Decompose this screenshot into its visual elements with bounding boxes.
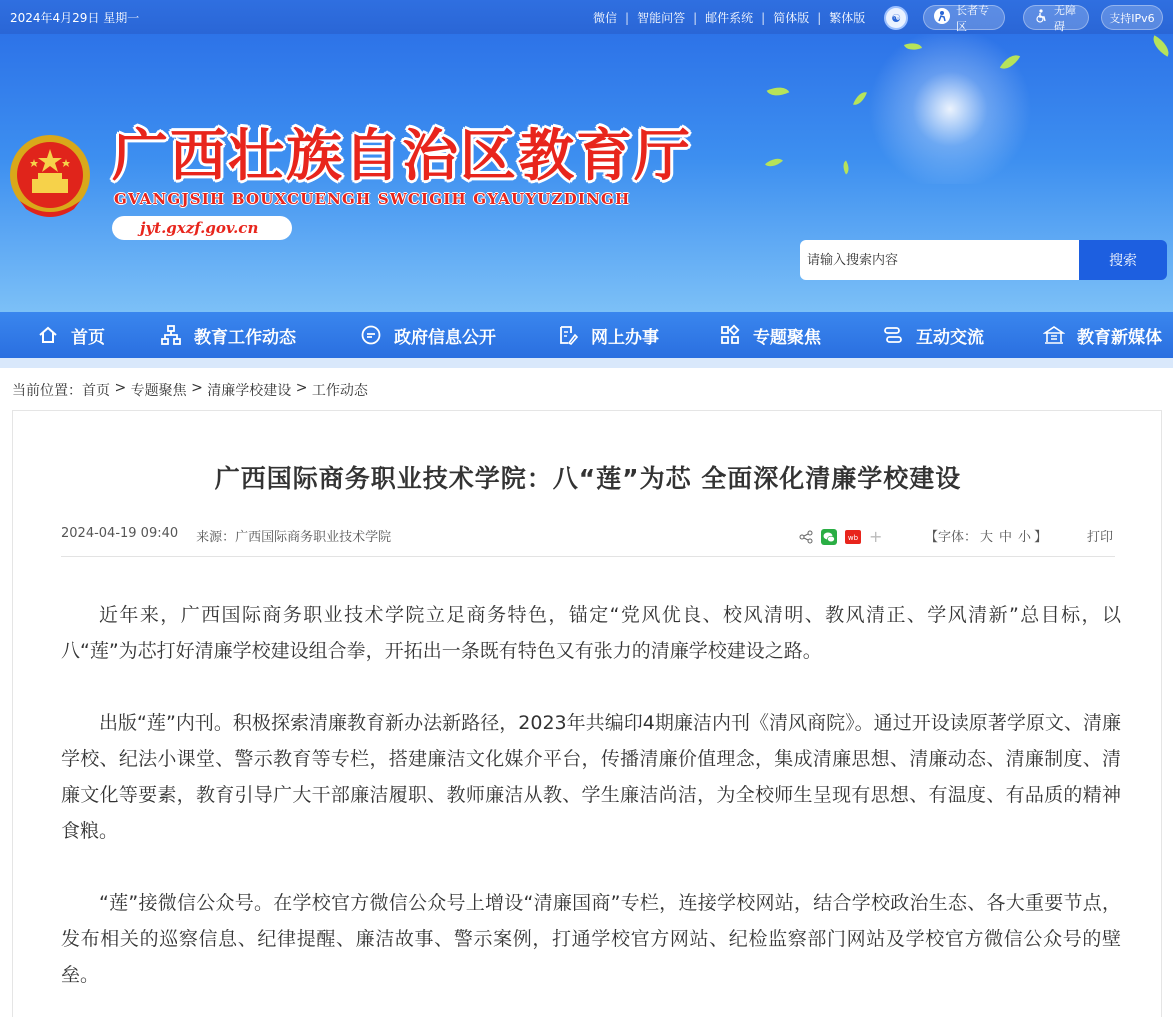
weibo-share-icon[interactable] (845, 530, 861, 544)
article-title: 广西国际商务职业技术学院：八“莲”为芯 全面深化清廉学校建设 (214, 464, 962, 493)
article-paragraph: 出版“莲”内刊。积极探索清廉教育新办法新路径，2023年共编印4期廉洁内刊《清风商院》。通过开设读原著学原文、清廉学校、纪法小课堂、警示教育等专栏，搭建廉洁文化媒介平台，传播清廉价值理念，集成清廉思想、清廉动态、清廉制度、清廉文化等要素，教育引导广大干部廉洁履职、教师廉洁从教、学生廉洁尚洁，为全校师生呈现有思想、有温度、有品质的精神食粮。 (61, 712, 1121, 842)
home-icon (37, 324, 59, 346)
print-button[interactable]: 打印 (1087, 530, 1114, 545)
building-icon (1043, 324, 1065, 346)
font-size-label: 【字体： (925, 530, 978, 545)
article-body (61, 597, 1121, 1017)
breadcrumb-special-topics[interactable]: 专题聚焦 (130, 383, 187, 399)
nav-item-new-media[interactable] (1043, 312, 1162, 358)
article-paragraph: 近年来，广西国际商务职业技术学院立足商务特色，锚定“党风优良、校风清明、教风清正、学风清新”总目标，以八“莲”为芯打好清廉学校建设组合拳，开拓出一条既有特色又有张力的清廉学校建设之路。 (61, 604, 1121, 662)
separator: | (625, 10, 630, 25)
share-icon[interactable] (799, 530, 813, 544)
article-source: 来源：广西国际商务职业技术学院 (196, 530, 392, 545)
ipv6-label: 支持IPv6 (1109, 11, 1155, 25)
font-size-large[interactable]: 大 (980, 530, 994, 545)
edit-doc-icon (557, 324, 579, 346)
font-size-control (925, 526, 1047, 545)
chat-icon (360, 324, 382, 346)
breadcrumb-clean-school[interactable]: 清廉学校建设 (207, 383, 292, 399)
separator: | (761, 10, 766, 25)
share-bar (799, 527, 882, 546)
wheelchair-icon (1034, 9, 1048, 26)
top-bar (0, 0, 1173, 34)
ipv6-badge (1101, 5, 1163, 30)
breadcrumb-separator: > (110, 380, 131, 396)
simplified-link[interactable]: 简体版 (773, 11, 810, 25)
mail-system-link[interactable]: 邮件系统 (705, 11, 754, 25)
exchange-icon (882, 324, 904, 346)
search-button[interactable]: 搜索 (1079, 240, 1167, 280)
nav-item-label: 政府信息公开 (394, 327, 496, 348)
current-date: 2024年4月29日 星期一 (10, 11, 140, 25)
separator: | (817, 10, 822, 25)
elder-zone-button[interactable] (923, 3, 1005, 33)
elder-icon (934, 8, 950, 27)
article-card (12, 410, 1162, 1017)
grid-icon (719, 324, 741, 346)
breadcrumb-work-news[interactable]: 工作动态 (311, 383, 368, 399)
nav-item-label: 互动交流 (916, 327, 984, 348)
wechat-link[interactable]: 微信 (593, 11, 618, 25)
smart-qa-link[interactable]: 智能问答 (637, 11, 686, 25)
article-paragraph: “莲”接微信公众号。在学校官方微信公众号上增设“清廉国商”专栏，连接学校网站，结合学校政治生态、各大重要节点，发布相关的巡察信息、纪律提醒、廉洁故事、警示案例，打通学校官方网站、纪检监察部门网站及学校官方微信公众号的壁垒。 (61, 892, 1121, 986)
org-chart-icon (160, 324, 182, 346)
elder-zone-label: 长者专区 (956, 3, 989, 33)
nav-item-interaction[interactable] (882, 312, 984, 358)
nav-item-home[interactable] (37, 312, 105, 358)
top-links (593, 9, 865, 26)
accessible-label: 无障碍 (1054, 3, 1076, 33)
leaf-decoration (765, 154, 783, 171)
font-size-medium[interactable]: 中 (999, 530, 1013, 545)
national-emblem-icon (8, 131, 92, 221)
header-banner (0, 34, 1173, 312)
breadcrumb-prefix: 当前位置： (12, 383, 82, 399)
site-title: 广西壮族自治区教育厅 (112, 123, 692, 189)
breadcrumb-home[interactable]: 首页 (82, 383, 110, 399)
nav-item-label: 首页 (71, 327, 105, 348)
article-datetime: 2024-04-19 09:40 (61, 526, 179, 541)
leaf-decoration (1148, 35, 1173, 56)
nav-item-label: 教育新媒体 (1077, 327, 1162, 348)
nav-item-gov-info[interactable] (360, 312, 496, 358)
accessible-mode-button[interactable] (1023, 3, 1089, 33)
nav-item-label: 教育工作动态 (194, 327, 296, 348)
nav-item-label: 专题聚焦 (753, 327, 821, 348)
more-share-icon[interactable]: + (869, 527, 883, 546)
separator: | (693, 10, 698, 25)
nav-underline (0, 358, 1173, 368)
accessibility-logo-icon[interactable]: ☯ (884, 6, 908, 30)
breadcrumb (12, 380, 368, 400)
leaf-decoration (767, 82, 790, 100)
article-meta (61, 526, 391, 545)
traditional-link[interactable]: 繁体版 (829, 11, 866, 25)
breadcrumb-separator: > (186, 380, 208, 396)
main-nav (0, 312, 1173, 358)
wechat-share-icon[interactable] (821, 529, 837, 545)
search-input[interactable] (800, 240, 1079, 280)
font-size-small[interactable]: 小 (1018, 530, 1032, 545)
breadcrumb-separator: > (291, 380, 312, 396)
svg-text:wb: wb (847, 533, 859, 542)
site-domain[interactable]: jyt.gxzf.gov.cn (112, 216, 292, 240)
search-bar (800, 240, 1167, 280)
nav-item-online-service[interactable] (557, 312, 659, 358)
site-subtitle: GVANGJSIH BOUXCUENGH SWCIGIH GYAUYUZDINGH (114, 190, 631, 208)
meta-divider (61, 556, 1115, 557)
font-size-label-end: 】 (1034, 530, 1048, 545)
nav-item-education-news[interactable] (160, 312, 296, 358)
nav-item-label: 网上办事 (591, 327, 659, 348)
nav-item-special-topics[interactable] (719, 312, 821, 358)
